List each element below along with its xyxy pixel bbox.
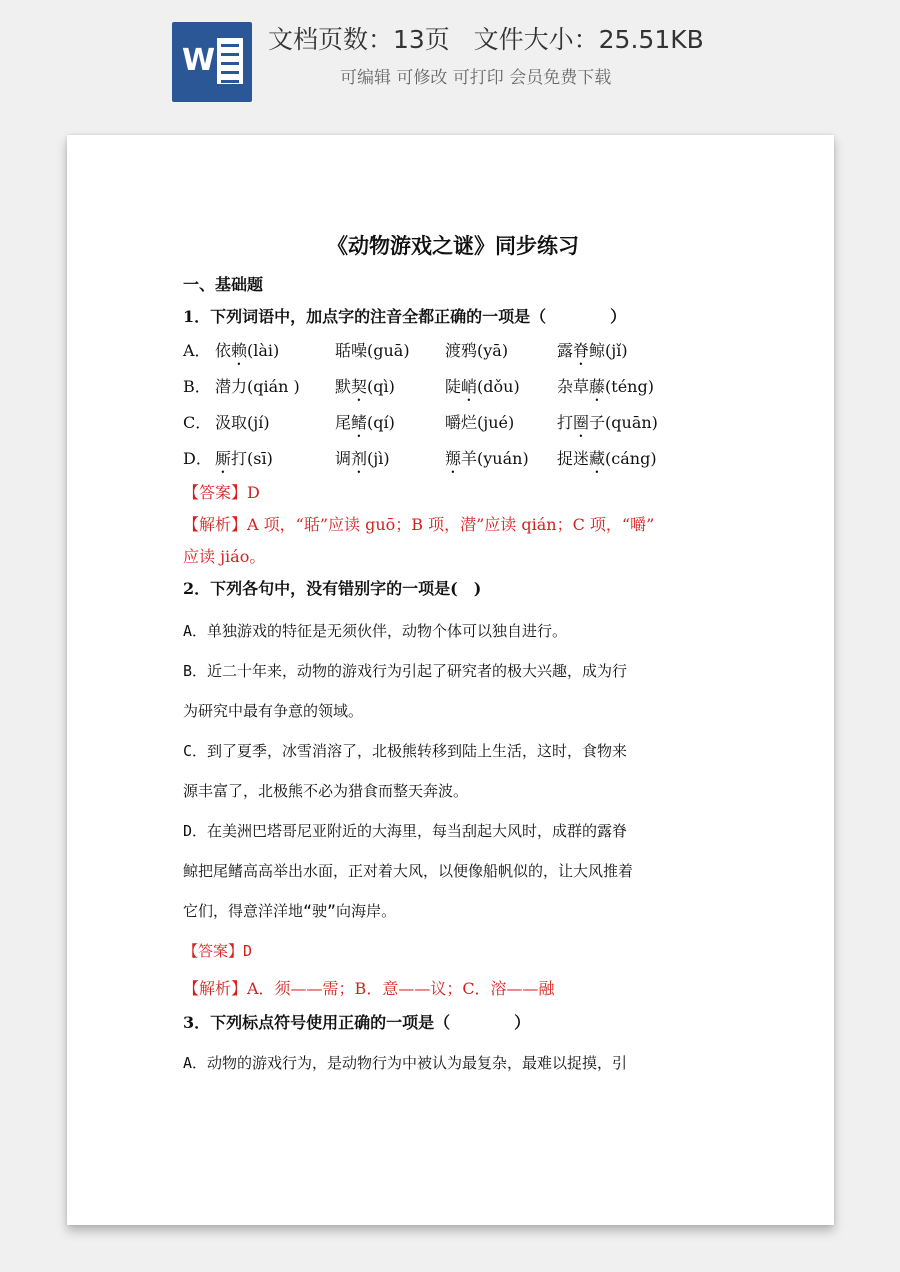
question-2-option-b: B．近二十年来，动物的游戏行为引起了研究者的极大兴趣，成为行 bbox=[183, 662, 628, 680]
word-suffix: (téng) bbox=[605, 377, 654, 396]
document-title: 《动物游戏之谜》同步练习 bbox=[327, 233, 579, 258]
dotted-char: 峭 bbox=[461, 377, 478, 396]
word-suffix: 子(quān) bbox=[589, 413, 658, 432]
question-3-option-a: A．动物的游戏行为，是动物行为中被认为最复杂，最难以捉摸，引 bbox=[183, 1054, 628, 1072]
question-2-stem: 2．下列各句中，没有错别字的一项是( ) bbox=[183, 579, 482, 598]
option-word bbox=[215, 369, 335, 405]
word-suffix: 取(jí) bbox=[231, 413, 270, 432]
option-word bbox=[557, 333, 707, 369]
word-suffix: 鲸(jǐ) bbox=[589, 341, 628, 360]
word-prefix: 潜 bbox=[215, 377, 232, 396]
word-prefix: 尾 bbox=[335, 413, 352, 432]
word-suffix: 打(sī) bbox=[231, 449, 273, 468]
option-word bbox=[215, 333, 335, 369]
question-2-answer: 【答案】D bbox=[183, 942, 253, 960]
question-3-stem: 3．下列标点符号使用正确的一项是（ ） bbox=[183, 1013, 531, 1032]
file-features: 可编辑 可修改 可打印 会员免费下载 bbox=[340, 68, 612, 88]
option-word bbox=[215, 405, 335, 441]
dotted-char: 厮 bbox=[215, 449, 232, 468]
word-suffix: (jì) bbox=[367, 449, 390, 468]
question-1-stem: 1．下列词语中，加点字的注音全都正确的一项是（ ） bbox=[183, 307, 627, 326]
word-suffix: (dǒu) bbox=[477, 377, 520, 396]
word-prefix: 陡 bbox=[445, 377, 462, 396]
word-suffix: (qí) bbox=[367, 413, 395, 432]
question-1-analysis-cont: 应读 jiáo。 bbox=[183, 547, 266, 566]
dotted-char: 脊 bbox=[573, 341, 590, 360]
question-1-option-row bbox=[183, 405, 723, 441]
word-suffix: 力(qián ) bbox=[231, 377, 300, 396]
question-2-analysis: 【解析】A．须——需；B．意——议；C．溶——融 bbox=[183, 979, 555, 998]
word-prefix: 默 bbox=[335, 377, 352, 396]
question-1-options bbox=[183, 333, 723, 477]
word-suffix: (cáng) bbox=[605, 449, 657, 468]
word-prefix: 渡 bbox=[445, 341, 462, 360]
word-icon-page bbox=[217, 38, 243, 84]
word-file-icon bbox=[172, 22, 252, 102]
word-suffix: 羊(yuán) bbox=[461, 449, 529, 468]
option-letter: B． bbox=[183, 377, 211, 396]
word-suffix: 烂(jué) bbox=[461, 413, 515, 432]
word-prefix: 打 bbox=[557, 413, 574, 432]
option-word bbox=[445, 369, 557, 405]
option-word bbox=[335, 369, 445, 405]
word-prefix: 捉迷 bbox=[557, 449, 590, 468]
question-2-option-d: D．在美洲巴塔哥尼亚附近的大海里，每当刮起大风时，成群的露脊 bbox=[183, 822, 628, 840]
option-letter: D． bbox=[183, 449, 212, 468]
word-prefix: 杂草 bbox=[557, 377, 590, 396]
section-heading: 一、基础题 bbox=[183, 275, 264, 294]
dotted-char: 赖 bbox=[231, 341, 248, 360]
dotted-char: 圈 bbox=[573, 413, 590, 432]
word-prefix: 聒 bbox=[335, 341, 352, 360]
question-1-option-row bbox=[183, 333, 723, 369]
dotted-char: 羱 bbox=[445, 449, 462, 468]
word-prefix: 调 bbox=[335, 449, 352, 468]
word-prefix: 依 bbox=[215, 341, 232, 360]
option-word bbox=[557, 369, 707, 405]
question-2-option-d-cont: 鲸把尾鳍高高举出水面，正对着大风，以便像船帆似的，让大风推着 bbox=[183, 862, 634, 880]
word-icon-letter: W bbox=[182, 43, 216, 78]
option-word bbox=[445, 441, 557, 477]
question-2-option-c-cont: 源丰富了，北极熊不必为猎食而整天奔波。 bbox=[183, 782, 469, 800]
document-page bbox=[67, 135, 834, 1225]
option-word bbox=[215, 441, 335, 477]
question-1-answer: 【答案】D bbox=[183, 483, 260, 502]
option-word bbox=[335, 441, 445, 477]
word-suffix: 噪(guā) bbox=[351, 341, 410, 360]
option-word bbox=[335, 405, 445, 441]
word-prefix: 汲 bbox=[215, 413, 232, 432]
question-2-option-b-cont: 为研究中最有争意的领域。 bbox=[183, 702, 364, 720]
dotted-char: 藤 bbox=[589, 377, 606, 396]
question-1-option-row bbox=[183, 369, 723, 405]
option-word bbox=[557, 441, 707, 477]
dotted-char: 藏 bbox=[589, 449, 606, 468]
option-word bbox=[335, 333, 445, 369]
dotted-char: 契 bbox=[351, 377, 368, 396]
word-prefix: 嚼 bbox=[445, 413, 462, 432]
dotted-char: 鳍 bbox=[351, 413, 368, 432]
word-suffix: (qì) bbox=[367, 377, 395, 396]
question-2-option-c: C．到了夏季，冰雪消溶了，北极熊转移到陆上生活，这时，食物来 bbox=[183, 742, 628, 760]
option-word bbox=[445, 333, 557, 369]
question-1-analysis: 【解析】A 项，“聒”应读 guō；B 项，潜”应读 qián；C 项，“嚼” bbox=[183, 515, 655, 534]
option-word bbox=[445, 405, 557, 441]
dotted-char: 剂 bbox=[351, 449, 368, 468]
question-2-option-d-cont2: 它们，得意洋洋地“驶”向海岸。 bbox=[183, 902, 397, 920]
file-stats: 文档页数：13页 文件大小：25.51KB bbox=[268, 25, 704, 54]
option-word bbox=[557, 405, 707, 441]
question-1-option-row bbox=[183, 441, 723, 477]
option-letter: C． bbox=[183, 413, 212, 432]
question-2-option-a: A．单独游戏的特征是无须伙伴，动物个体可以独自进行。 bbox=[183, 622, 568, 640]
word-suffix: (lài) bbox=[247, 341, 280, 360]
option-letter: A． bbox=[183, 341, 211, 360]
document-content bbox=[183, 231, 723, 1083]
word-suffix: 鸦(yā) bbox=[461, 341, 509, 360]
word-prefix: 露 bbox=[557, 341, 574, 360]
